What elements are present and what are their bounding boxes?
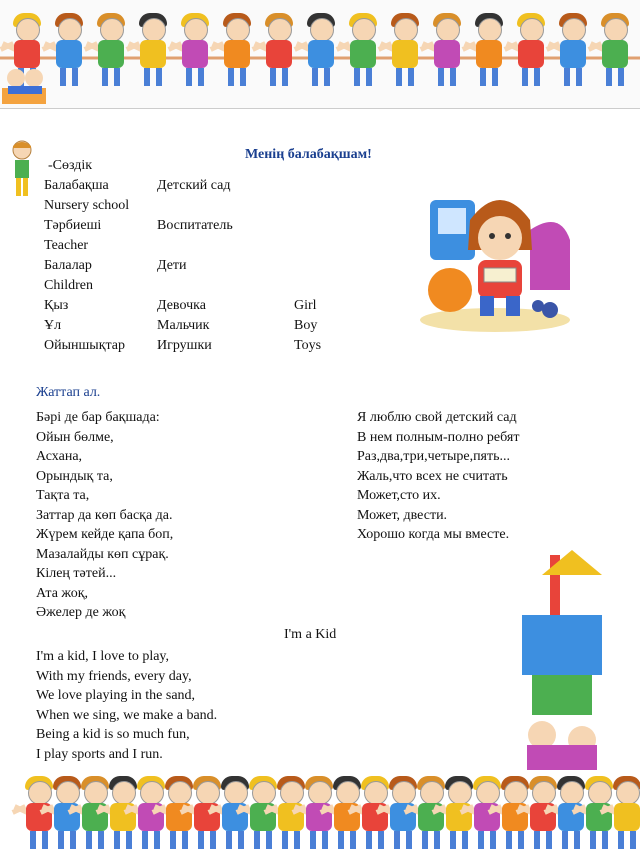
english-song-line: When we sing, we make a band. [36,707,218,723]
playground-picture [512,545,612,775]
vocabulary-kz: Балалар [44,258,92,273]
vocabulary-kz: Ойыншықтар [44,338,125,353]
russian-poem-line: Раз,два,три,четыре,пять... [357,449,511,464]
vocabulary-ru: Игрушки [157,338,212,353]
memorize-label: Жаттап ал. [36,385,101,400]
english-song-line: I'm a kid, I love to play, [36,649,170,664]
vocabulary-ru: Дети [157,258,187,273]
kazakh-poem-line: Мазалайды көп сұрақ. [36,546,169,562]
vocabulary-kz: Балабақша [44,178,109,193]
vocabulary-ru: Девочка [157,298,206,313]
boy-figure-picture [6,140,38,202]
kazakh-poem-line: Бәрі де бар бақшада: [36,410,160,425]
kazakh-poem-line: Кілең тәтей... [36,566,117,581]
vocabulary-ru: Воспитатель [157,218,233,233]
top-children-border [0,0,640,109]
kazakh-poem-line: Ойын бөлме, [36,429,114,445]
russian-poem-line: Может,сто их. [357,488,441,503]
vocabulary-en: Girl [294,298,317,313]
kazakh-poem-line: Ата жоқ, [36,585,89,601]
vocabulary-kz: Ұл [44,318,62,333]
vocabulary-kz: Қыз [44,298,69,313]
vocabulary-en: Toys [294,338,322,353]
russian-poem-line: Может, двести. [357,507,448,523]
bottom-children-border [0,775,640,853]
vocabulary-en: Boy [294,318,318,333]
vocabulary-kz: Children [44,278,93,293]
english-song [36,647,217,764]
page-title: Менің балабақшам! [245,147,372,162]
russian-poem-line: Хорошо когда мы вместе. [357,527,510,542]
vocabulary-kz: Тәрбиеші [44,218,102,233]
vocabulary-kz: Teacher [44,238,89,253]
song-title: I'm a Kid [284,627,337,642]
vocabulary-kz: Nursery school [44,198,130,213]
kazakh-poem-line: Жүрем кейде қапа боп, [36,527,174,542]
kazakh-poem-line: Орындық та, [36,468,113,484]
english-song-line: With my friends, every day, [36,668,192,684]
vocabulary-heading: -Сөздік [48,158,93,173]
kazakh-poem-line: Асхана, [36,449,83,464]
russian-poem-line: Я люблю свой детский сад [357,410,517,425]
girl-with-toys-picture [410,180,575,335]
russian-poem [357,408,519,545]
russian-poem-line: В нем полным-полно ребят [357,429,520,445]
english-song-line: We love playing in the sand, [36,688,196,703]
english-song-line: I play sports and I run. [36,746,163,762]
kazakh-poem [36,408,173,623]
russian-poem-line: Жаль,что всех не считать [357,468,508,484]
english-song-line: Being a kid is so much fun, [36,727,190,742]
vocabulary-ru: Мальчик [157,318,210,333]
kazakh-poem-line: Заттар да көп басқа да. [36,507,173,523]
kazakh-poem-line: Тақта та, [36,488,90,503]
vocabulary-ru: Детский сад [157,178,231,193]
kids-reading-picture [0,58,50,108]
kazakh-poem-line: Әжелер де жоқ [36,605,126,620]
